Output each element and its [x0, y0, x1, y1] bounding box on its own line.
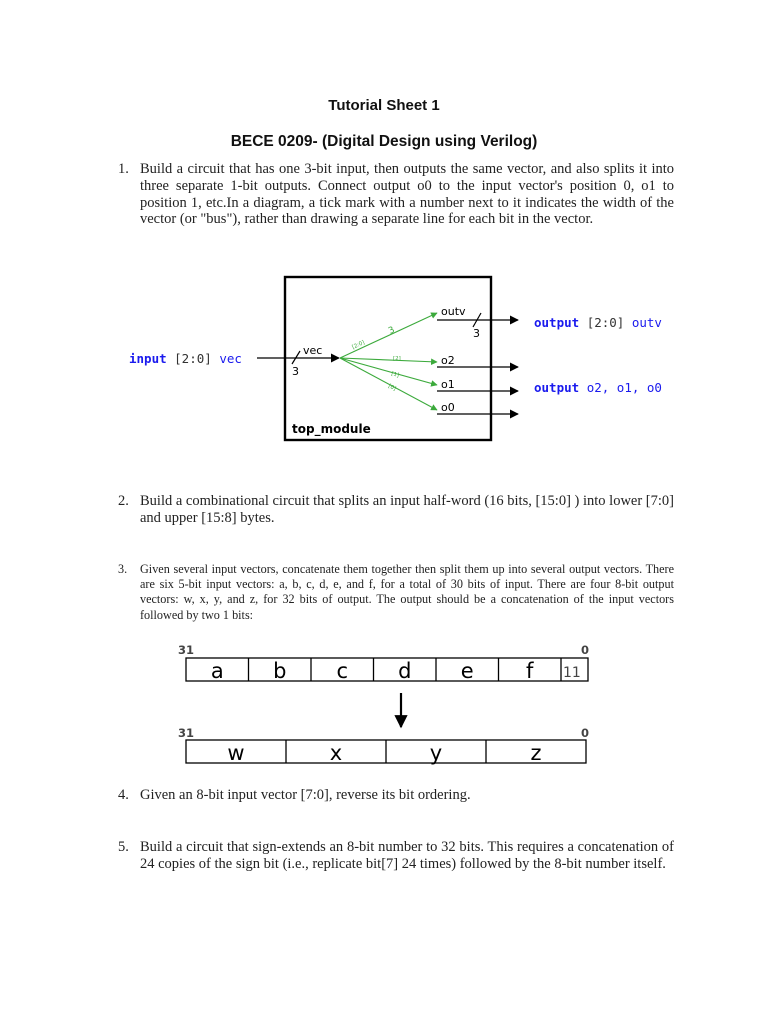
output-cells [227, 740, 541, 765]
top-lsb-label: 0 [581, 643, 590, 657]
output-bits-declaration: output o2, o1, o0 [534, 380, 662, 395]
output-vector-x: x [329, 741, 343, 765]
input-vector-d: d [398, 659, 412, 683]
outv-label: outv [441, 305, 466, 318]
sheet-title: Tutorial Sheet 1 [328, 97, 440, 114]
output-vector-z: z [530, 741, 542, 765]
question-number: 5. [118, 839, 129, 855]
o2-label: o2 [441, 354, 455, 367]
question-2 [118, 493, 674, 527]
input-vector-c: c [336, 659, 349, 683]
vec-label: vec [303, 344, 323, 357]
input-width-label: 3 [292, 365, 299, 378]
question-1 [118, 161, 674, 228]
question-number: 1. [118, 161, 129, 177]
bottom-lsb-label: 0 [581, 726, 590, 740]
input-cells [211, 658, 581, 683]
input-vector-b: b [273, 659, 287, 683]
slice-0-label: [0] [387, 383, 397, 393]
question-text: Build a circuit that has one 3-bit input, then outputs the same vector, and also splits it into three separate 1-bit outputs. Connect output o0 to the input vector's position 0, o1 to position 1, etc.In a diagram, a tick mark with a number next to it indicates the width of the vector (or "bus"), rather than drawing a separate line for each bit in the vector. [140, 161, 674, 228]
green-wire-o1 [340, 358, 437, 385]
green-wire-o2 [340, 358, 437, 362]
slice-2-label: [2] [393, 356, 401, 362]
bottom-msb-label: 31 [178, 726, 195, 740]
question-number: 4. [118, 787, 129, 803]
vector-split-diagram [0, 270, 768, 445]
top-msb-label: 31 [178, 643, 195, 657]
input-vector-e: e [460, 659, 474, 683]
output-vector-declaration: output [2:0] outv [534, 315, 662, 330]
o0-label: o0 [441, 401, 455, 414]
input-declaration: input [2:0] vec [129, 351, 242, 366]
question-text: Build a circuit that sign-extends an 8-bit number to 32 bits. This requires a concatenation of 24 copies of the sign bit (i.e., replicate bit[7] 24 times) followed by the 8-bit number itself. [140, 839, 674, 872]
green-width-label: 3 [387, 325, 397, 337]
question-text: Given several input vectors, concatenate them together then split them up into several output vectors. There are six 5-bit input vectors: a, b, c, d, e, and f, for a total of 30 bits of input. There are four 8-bit output vectors: w, x, y, and z, for 32 bits of output. The output should be a concatenation of the input vectors followed by two 1 bits: [140, 562, 674, 622]
question-text: Build a combinational circuit that splits an input half-word (16 bits, [15:0] ) into lower [7:0] and upper [15:8] bytes. [140, 493, 674, 526]
question-number: 2. [118, 493, 129, 509]
o1-label: o1 [441, 378, 455, 391]
course-title: BECE 0209- (Digital Design using Verilog) [230, 133, 538, 150]
question-number: 3. [118, 562, 128, 576]
pad-bits: 11 [563, 665, 581, 681]
concatenation-diagram [0, 640, 768, 770]
question-text: Given an 8-bit input vector [7:0], reverse its bit ordering. [140, 787, 471, 803]
module-name: top_module [292, 422, 371, 436]
question-4 [118, 787, 674, 804]
question-5 [118, 839, 674, 873]
output-vector-y: y [429, 741, 443, 765]
output-vector-w: w [227, 741, 245, 765]
question-3 [118, 562, 674, 623]
input-vector-a: a [210, 659, 224, 683]
input-vector-f: f [526, 659, 534, 683]
slice-1-label: [1] [390, 371, 400, 379]
slice-all-label: [2:0] [351, 339, 366, 351]
outv-width-label: 3 [473, 327, 480, 340]
green-wire-outv [340, 313, 437, 358]
